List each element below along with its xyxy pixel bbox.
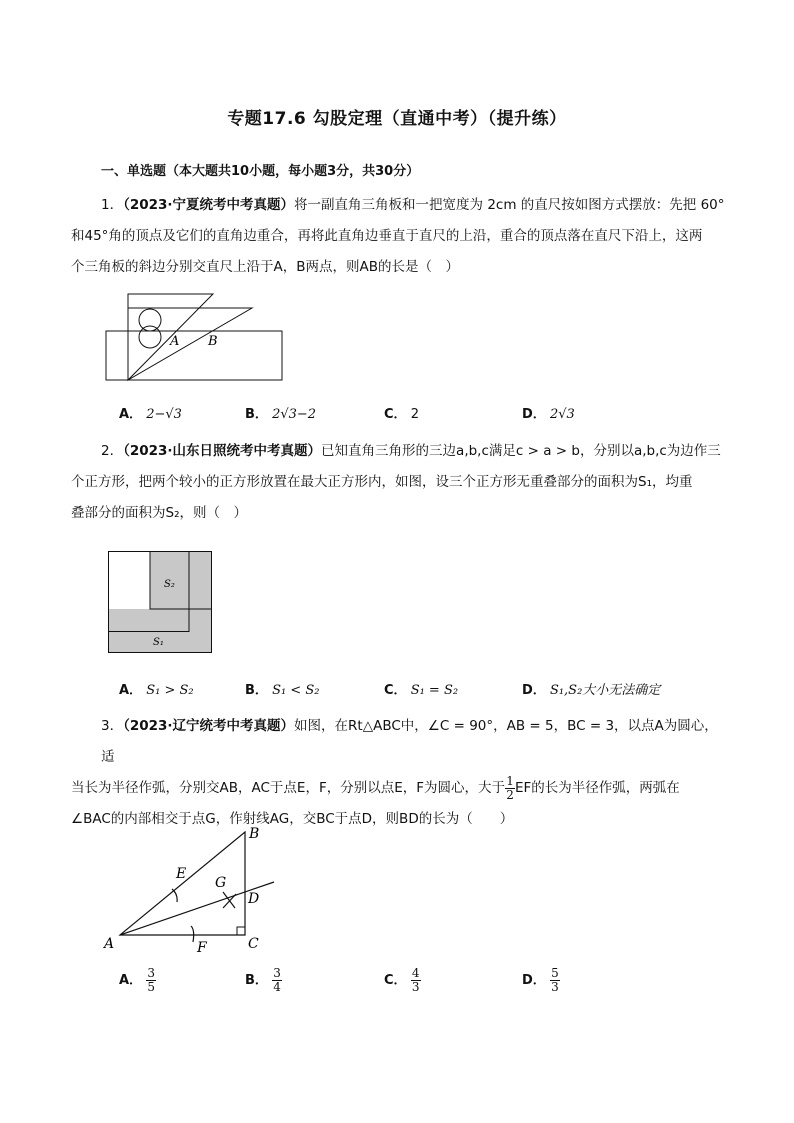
right-angle-mark [237,927,245,935]
label-f: F [197,940,207,956]
question-1-line3: 个三角板的斜边分别交直尺上沿于A，B两点，则AB的长是（ ） [71,259,459,275]
question-2-line3: 叠部分的面积为S₂，则（ ） [71,505,247,521]
triangle-abc [120,832,245,935]
question-2-number: 2． [101,443,124,459]
label-s2: S₂ [164,579,175,590]
question-1-line1: 将一副直角三角板和一把宽度为 2cm 的直尺按如图方式摆放：先把 60° [294,197,725,213]
question-2-figure [108,551,214,655]
label-a: A [104,936,115,952]
q3-option-c[interactable]: C． $\frac{4}{3}$ [384,966,420,994]
label-s1: S₁ [153,637,164,648]
label-b: B [249,826,260,842]
label-d: D [248,891,260,907]
question-1-line2: 和45°角的顶点及它们的直角边重合，再将此直角边垂直于直尺的上沿，重合的顶点落在直尺下沿上，这两 [71,228,703,244]
question-3-line3: ∠BAC的内部相交于点G，作射线AG，交BC于点D，则BD的长为（ ） [71,811,514,827]
fraction-half: $\frac{1}{2}$ [506,773,514,802]
question-3-line2a: 当长为半径作弧，分别交AB，AC于点E，F，分别以点E，F为圆心，大于 [71,780,506,796]
q3-option-d[interactable]: D． $\frac{5}{3}$ [522,966,559,994]
angle-mark-lower [139,326,161,348]
arc-f [191,926,194,942]
triangle-45 [128,308,252,380]
question-1-number: 1． [101,197,124,213]
q1-option-c[interactable]: C． 2 [384,407,419,422]
question-3-text [71,711,731,835]
question-1-text [71,190,731,283]
question-3-source: （2023·辽宁统考中考真题） [123,718,295,734]
question-3-line1: 如图，在Rt△ABC中，∠C = 90°，AB = 5，BC = 3，以点A为圆心，适 [101,718,718,765]
label-e: E [176,866,187,882]
question-2-line1: 已知直角三角形的三边a,b,c满足c > a > b，分别以a,b,c为边作三 [321,443,721,459]
label-g: G [215,875,227,891]
ray-ag [120,882,274,935]
q2-option-b[interactable]: B． S₁ < S₂ [245,683,320,698]
question-2-line2: 个正方形，把两个较小的正方形放置在最大正方形内，如图，设三个正方形无重叠部分的面积为S₁，均重 [71,474,693,490]
question-3-line2b: EF的长为半径作弧，两弧在 [515,780,680,796]
question-3-figure [100,818,290,958]
q1-option-d[interactable]: D． 2√3 [522,407,575,422]
q2-option-a[interactable]: A． S₁ > S₂ [119,683,194,698]
q3-option-b[interactable]: B． $\frac{3}{4}$ [245,966,281,994]
question-1-source: （2023·宁夏统考中考真题） [123,197,295,213]
ruler [106,331,282,380]
page-title: 专题17.6 勾股定理（直通中考）（提升练） [227,109,567,129]
question-1-figure [100,290,290,385]
label-b: B [208,334,218,349]
q3-option-a[interactable]: A． $\frac{3}{5}$ [119,966,156,994]
q1-option-b[interactable]: B． 2√3−2 [245,407,317,422]
question-2-source: （2023·山东日照统考中考真题） [123,443,322,459]
question-2-text [71,436,731,529]
angle-mark-upper [139,309,161,331]
shade-s1-right [189,552,212,653]
label-c: C [248,936,259,952]
label-a: A [170,334,180,349]
q2-option-c[interactable]: C． S₁ = S₂ [384,683,459,698]
q1-option-a[interactable]: A． 2−√3 [119,407,182,422]
section-heading: 一、单选题（本大题共10小题，每小题3分，共30分） [101,164,420,179]
question-3-number: 3． [101,718,124,734]
q2-option-d[interactable]: D． S₁,S₂大小无法确定 [522,683,661,698]
